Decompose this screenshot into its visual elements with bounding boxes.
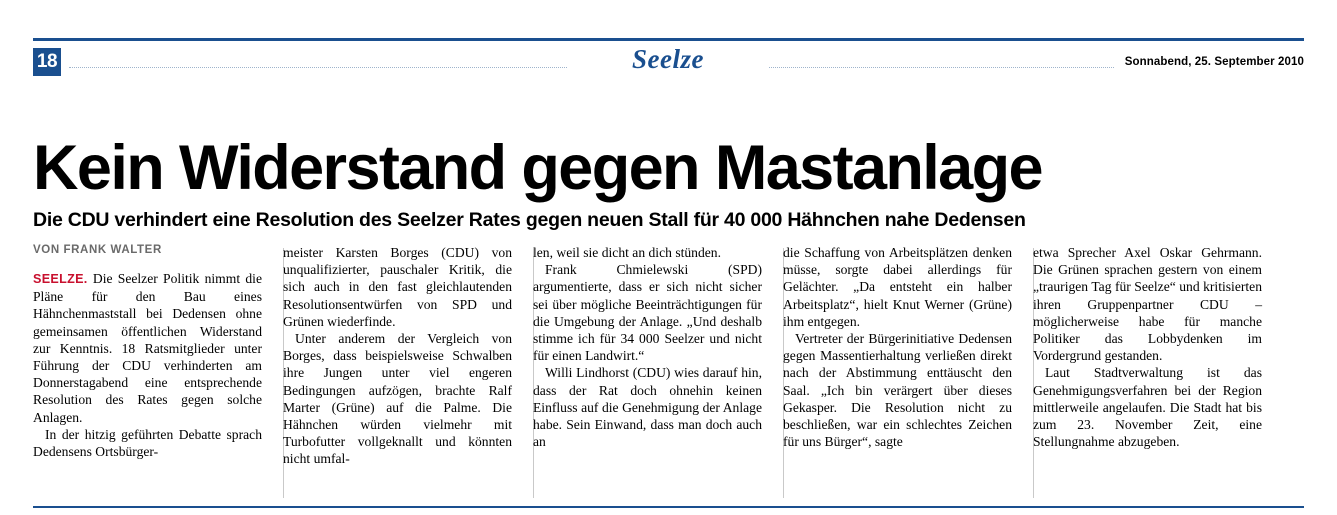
- paragraph: [33, 270, 262, 426]
- article-headline: Kein Widerstand gegen Mastanlage: [33, 133, 1042, 204]
- article-column-1: [33, 244, 262, 496]
- article-subheadline: Die CDU verhindert eine Resolution des Seelzer Rates gegen neuen Stall für 40 000 Hähnchen nahe Dedensen: [33, 209, 1026, 232]
- paragraph: In der hitzig geführten Debatte sprach Dedensens Ortsbürger-: [33, 426, 262, 460]
- article-byline: VON FRANK WALTER: [33, 244, 162, 256]
- article-column-3: [533, 244, 762, 496]
- page-bottom-rule: [33, 506, 1304, 508]
- masthead-dotted-rule-left: [69, 66, 567, 68]
- paragraph: Unter anderem der Vergleich von Borges, dass beispielsweise Schwalben ihre Jungen unter viel engeren Bedingungen aufzögen, brachte Ralf Marter (Grüne) auf die Palme. Die Hähnchen würden vielmehr mit Turbofutter vollgeknallt und könnten nicht umfal-: [283, 331, 512, 467]
- paragraph: meister Karsten Borges (CDU) von unqualifizierter, pauschaler Kritik, die sich auch in den fast gleichlautenden Resolutionsentwürfen von SPD und Grünen wiederfinde.: [283, 245, 512, 329]
- issue-date: Sonnabend, 25. September 2010: [1124, 56, 1304, 68]
- paragraph: Willi Lindhorst (CDU) wies darauf hin, dass der Rat doch ohnehin keinen Einfluss auf die Genehmigung der Anlage habe. Sein Einwand, dass man doch auch an: [533, 365, 762, 450]
- paragraph: len, weil sie dicht an dich stünden.: [533, 245, 722, 260]
- page-number-badge: 18: [33, 48, 61, 76]
- article-column-5: [1033, 244, 1262, 496]
- masthead-top-rule: [33, 38, 1304, 41]
- masthead-dotted-rule-right: [769, 66, 1114, 68]
- paragraph: etwa Sprecher Axel Oskar Gehrmann. Die Grünen sprachen gestern von einem „traurigen Tag für Seelze“ und kritisierten ihren Gruppenpartner CDU – möglicherweise habe für manche Politiker das Lobbydenken im Vordergrund gestanden.: [1033, 245, 1262, 364]
- article-column-2: [283, 244, 512, 496]
- article-body: [33, 244, 1304, 496]
- paragraph-text: Die Seelzer Politik nimmt die Pläne für den Bau eines Hähnchenmaststall bei Dedensen ohne gemeinsamen öffentlichen Widerstand zur Kenntnis. 18 Ratsmitglieder unter Führung der CDU verhinderten am Donnerstagabend eine entsprechende Resolution des Rates gegen solche Anlagen.: [33, 271, 262, 425]
- paragraph: Laut Stadtverwaltung ist das Genehmigungsverfahren bei der Region mittlerweile angelaufen. Die Stadt hat bis zum 23. November Zeit, eine Stellungnahme abzugeben.: [1033, 365, 1262, 450]
- section-title: Seelze: [632, 44, 704, 74]
- paragraph: Vertreter der Bürgerinitiative Dedensen gegen Massentierhaltung verließen direkt nach der Abstimmung enttäuscht den Saal. „Ich bin verärgert über dieses Gekasper. Die Resolution nicht zu beschließen, war ein schlechtes Zeichen für uns Bürger“, sagte: [783, 331, 1012, 450]
- masthead: [33, 38, 1304, 78]
- article-column-4: [783, 244, 1012, 496]
- paragraph: die Schaffung von Arbeitsplätzen denken müsse, sorgte dabei allerdings für Gelächter. „Da entsteht ein halber Arbeitsplatz“, hielt Knut Werner (Grüne) ihm entgegen.: [783, 245, 1012, 329]
- article-dateline: SEELZE.: [33, 272, 88, 286]
- paragraph: Frank Chmielewski (SPD) argumentierte, dass er sich nicht sicher sei über mögliche Beeinträchtigungen für die Umgebung der Anlage. „Und deshalb stimme ich für 34 000 Seelzer und nicht für einen Landwirt.“: [533, 262, 762, 364]
